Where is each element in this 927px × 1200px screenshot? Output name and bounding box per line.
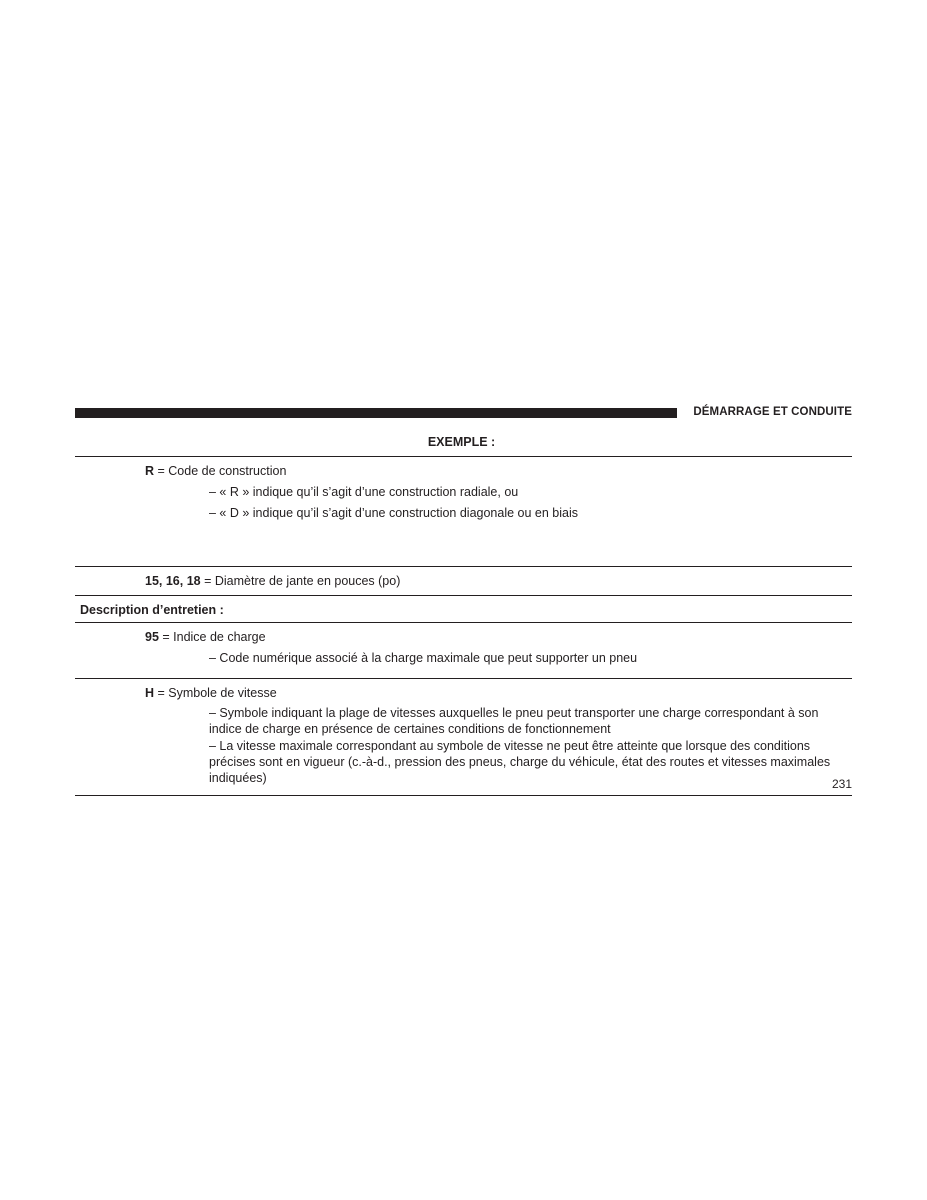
row-detail: – Symbole indiquant la plage de vitesses auxquelles le pneu peut transporter une charge correspondant à son indice de charge en présence de certaines conditions de fonctionnement	[209, 706, 819, 736]
tire-code-table	[75, 428, 852, 796]
row-definition: = Diamètre de jante en pouces (po)	[200, 574, 401, 588]
row-definition: = Symbole de vitesse	[154, 686, 277, 700]
table-row	[75, 567, 852, 596]
row-definition: = Code de construction	[154, 464, 287, 478]
row-code: R	[145, 464, 155, 478]
row-code: H	[145, 686, 155, 700]
row-detail: – Code numérique associé à la charge maximale que peut supporter un pneu	[209, 651, 638, 665]
row-code: 95	[145, 630, 159, 644]
row-heading	[75, 685, 852, 701]
table-title-text: EXEMPLE :	[427, 435, 496, 449]
table-row	[75, 679, 852, 796]
page-number: 231	[831, 777, 852, 791]
header-rule	[75, 408, 677, 418]
table-row	[75, 457, 852, 567]
row-heading	[75, 629, 852, 645]
row-detail: – La vitesse maximale correspondant au symbole de vitesse ne peut être atteinte que lorsque des conditions précises sont en vigueur (c.-à-d., pression des pneus, charge du véhicule, état des routes et vitesses maximales indiquées)	[209, 739, 831, 785]
section-label-row: Description d’entretien :	[75, 596, 852, 623]
row-detail: – « D » indique qu’il s’agit d’une construction diagonale ou en biais	[209, 506, 579, 520]
row-detail: – « R » indique qu’il s’agit d’une construction radiale, ou	[209, 485, 519, 499]
table-row	[75, 623, 852, 679]
row-code: 15, 16, 18	[145, 574, 201, 588]
section-title: DÉMARRAGE ET CONDUITE	[693, 406, 852, 418]
row-definition: = Indice de charge	[158, 630, 266, 644]
table-title	[75, 428, 852, 457]
row-heading	[75, 463, 852, 479]
row-heading	[75, 573, 852, 589]
